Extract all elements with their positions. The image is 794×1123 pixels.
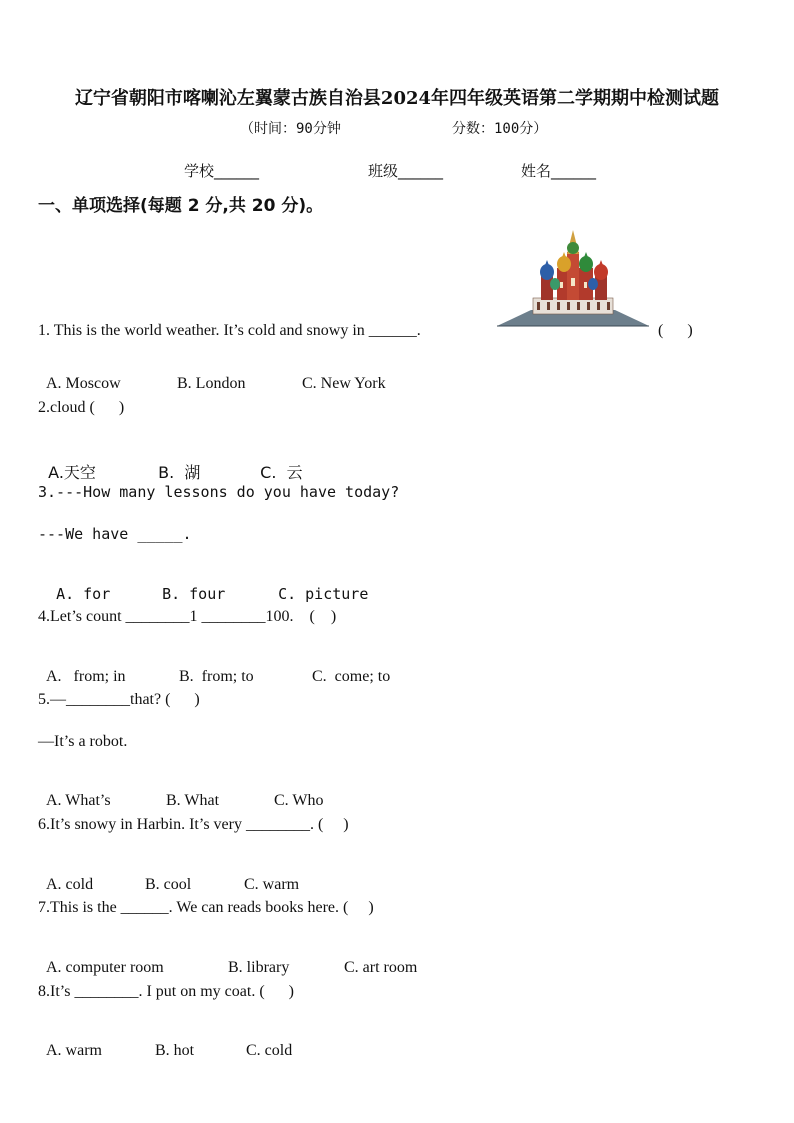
question-5-options [38, 774, 323, 810]
question-2-options [38, 441, 303, 483]
option-a: A. warm [46, 1042, 102, 1059]
question-3-options [38, 567, 368, 603]
option-a: A. from; in [46, 668, 126, 685]
option-b: B. hot [155, 1042, 195, 1059]
option-c: C. art room [344, 959, 418, 976]
option-a: A. What’s [46, 792, 111, 809]
option-a: A. computer room [46, 959, 164, 976]
option-b: B. four [162, 585, 226, 603]
option-c: C. warm [244, 876, 300, 893]
option-a: A. cold [46, 876, 94, 893]
exam-time: （时间：90分钟 [240, 121, 341, 137]
question-2-stem: 2.cloud ( ) [38, 399, 125, 416]
option-c: C. picture [278, 585, 369, 603]
option-b: B. library [228, 959, 290, 976]
question-3-stem-2: ---We have _____. [38, 525, 192, 543]
question-8-stem: 8.It’s ________. I put on my coat. ( ) [38, 983, 294, 1000]
school-field: 学校______ [184, 162, 260, 180]
option-c: C. Who [274, 792, 324, 809]
question-6-stem: 6.It’s snowy in Harbin. It’s very ________. ( ) [38, 816, 349, 833]
option-c: C. New York [302, 375, 386, 392]
question-1-stem: 1. This is the world weather. It’s cold and snowy in ______. [38, 322, 421, 339]
question-8-options [38, 1024, 292, 1060]
option-a: A. Moscow [46, 375, 121, 392]
question-1-options [38, 357, 386, 393]
question-7-stem: 7.This is the ______. We can reads books here. ( ) [38, 899, 374, 916]
option-a: A.天空 [48, 463, 96, 482]
question-1-answer-paren: ( ) [658, 322, 693, 339]
option-c: C. come; to [312, 668, 391, 685]
exam-score: 分数：100分） [452, 121, 548, 137]
option-b: B. cool [145, 876, 192, 893]
question-5-stem-2: —It’s a robot. [38, 733, 128, 750]
option-c: C. cold [246, 1042, 293, 1059]
option-a: A. for [56, 585, 111, 603]
option-c: C. 云 [260, 463, 303, 482]
question-7-options [38, 941, 417, 977]
question-5-stem: 5.—________that? ( ) [38, 691, 200, 708]
question-4-options [38, 650, 390, 686]
section-heading: 一、单项选择(每题 2 分,共 20 分)。 [38, 196, 324, 216]
cathedral-illustration [497, 228, 649, 330]
option-b: B. 湖 [158, 463, 201, 482]
question-6-options [38, 858, 299, 894]
question-4-stem: 4.Let’s count ________1 ________100. ( ) [38, 608, 337, 625]
class-field: 班级______ [368, 162, 444, 180]
option-b: B. What [166, 792, 220, 809]
question-3-stem: 3.---How many lessons do you have today? [38, 483, 400, 501]
option-b: B. London [177, 375, 246, 392]
name-field: 姓名______ [521, 162, 597, 180]
exam-title: 辽宁省朝阳市喀喇沁左翼蒙古族自治县2024年四年级英语第二学期期中检测试题 [74, 88, 720, 109]
option-b: B. from; to [179, 668, 254, 685]
